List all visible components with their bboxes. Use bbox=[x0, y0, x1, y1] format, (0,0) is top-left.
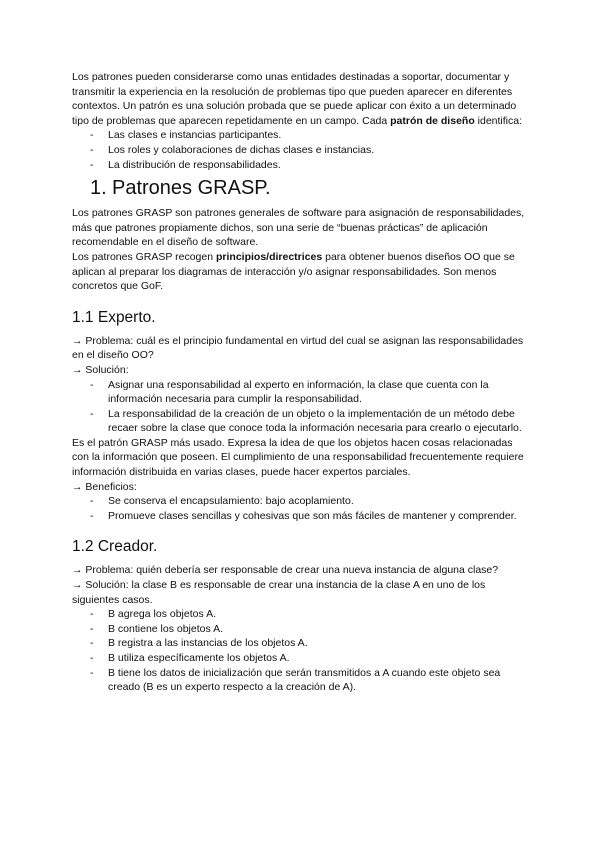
list-item: - B utiliza específicamente los objetos A. bbox=[72, 651, 530, 666]
list-item: - Promueve clases sencillas y cohesivas que son más fáciles de mantener y comprender. bbox=[72, 509, 530, 524]
intro-list bbox=[72, 128, 530, 172]
experto-beneficios-list bbox=[72, 494, 530, 523]
grasp-bold-term: principios/directrices bbox=[215, 250, 323, 263]
creador-solucion: → Solución: la clase B es responsable de crear una instancia de la clase A en uno de los siguientes casos. bbox=[72, 579, 486, 606]
section-heading-grasp bbox=[72, 175, 530, 201]
intro-text: Los patrones pueden considerarse como unas entidades destinadas a soportar, documentar y transmitir la experiencia en la resolución de problemas tipo que pueden aparecer en diferentes contextos. Un patrón es una solución probada que se puede aplicar con éxito a un determinado tipo de problemas que aparecen repetidamente en un campo. Cada bbox=[72, 71, 517, 127]
intro-bold-term: patrón de diseño bbox=[390, 114, 475, 127]
list-item: - B contiene los objetos A. bbox=[72, 622, 530, 637]
grasp-paragraph-2 bbox=[72, 250, 530, 294]
creador-list bbox=[72, 607, 530, 695]
list-item: - B tiene los datos de inicialización que serán transmitidos a A cuando este objeto sea creado (B es un experto respecto a la creación de A). bbox=[72, 666, 530, 695]
intro-text-end: identifica: bbox=[474, 114, 523, 127]
creador-problema: → Problema: quién debería ser responsable de crear una nueva instancia de alguna clase? bbox=[72, 564, 499, 577]
list-item: - B registra a las instancias de los objetos A. bbox=[72, 636, 530, 651]
grasp-text-end: para obtener buenos diseños OO que se aplican al preparar los diagramas de interacción y/o asignar responsabilidades. Son menos concretos que GoF. bbox=[72, 250, 515, 293]
experto-descripcion: Es el patrón GRASP más usado. Expresa la idea de que los objetos hacen cosas relacionadas con la información que poseen. El cumplimiento de una responsabilidad frecuentemente requiere información distribuida en varias clases, puede hacer expertos parciales. bbox=[72, 436, 524, 479]
subsection-heading-experto: 1.1 Experto. bbox=[72, 308, 156, 326]
list-item: - La distribución de responsabilidades. bbox=[72, 158, 530, 173]
experto-solucion-label: → Solución: bbox=[72, 363, 129, 376]
list-item: - Asignar una responsabilidad al experto en información, la clase que cuenta con la información necesaria para cumplir la responsabilidad. bbox=[72, 378, 530, 407]
list-item: - B agrega los objetos A. bbox=[72, 607, 530, 622]
intro-paragraph bbox=[72, 70, 530, 128]
experto-solucion-list bbox=[72, 378, 530, 436]
grasp-paragraph-1: Los patrones GRASP son patrones generales de software para asignación de responsabilidades, más que patrones propiamente dichos, son una serie de “buenas prácticas” de aplicación recomendable en el diseño de software. bbox=[72, 207, 525, 249]
grasp-text: Los patrones GRASP recogen bbox=[72, 250, 216, 263]
list-item: - Los roles y colaboraciones de dichas clases e instancias. bbox=[72, 143, 530, 158]
list-item: - La responsabilidad de la creación de un objeto o la implementación de un método debe recaer sobre la clase que conoce toda la información necesaria para crearlo o ejecutarlo. bbox=[72, 407, 530, 436]
document-page bbox=[72, 70, 530, 695]
list-item: - Se conserva el encapsulamiento: bajo acoplamiento. bbox=[72, 494, 530, 509]
experto-beneficios-label: → Beneficios: bbox=[72, 480, 137, 493]
section-title: Patrones GRASP. bbox=[112, 177, 271, 200]
list-item: - Las clases e instancias participantes. bbox=[72, 128, 530, 143]
experto-problema: → Problema: cuál es el principio fundamental en virtud del cual se asignan las responsabilidades en el diseño OO? bbox=[72, 334, 524, 362]
subsection-heading-creador: 1.2 Creador. bbox=[72, 538, 158, 556]
section-number: 1. bbox=[90, 177, 107, 200]
